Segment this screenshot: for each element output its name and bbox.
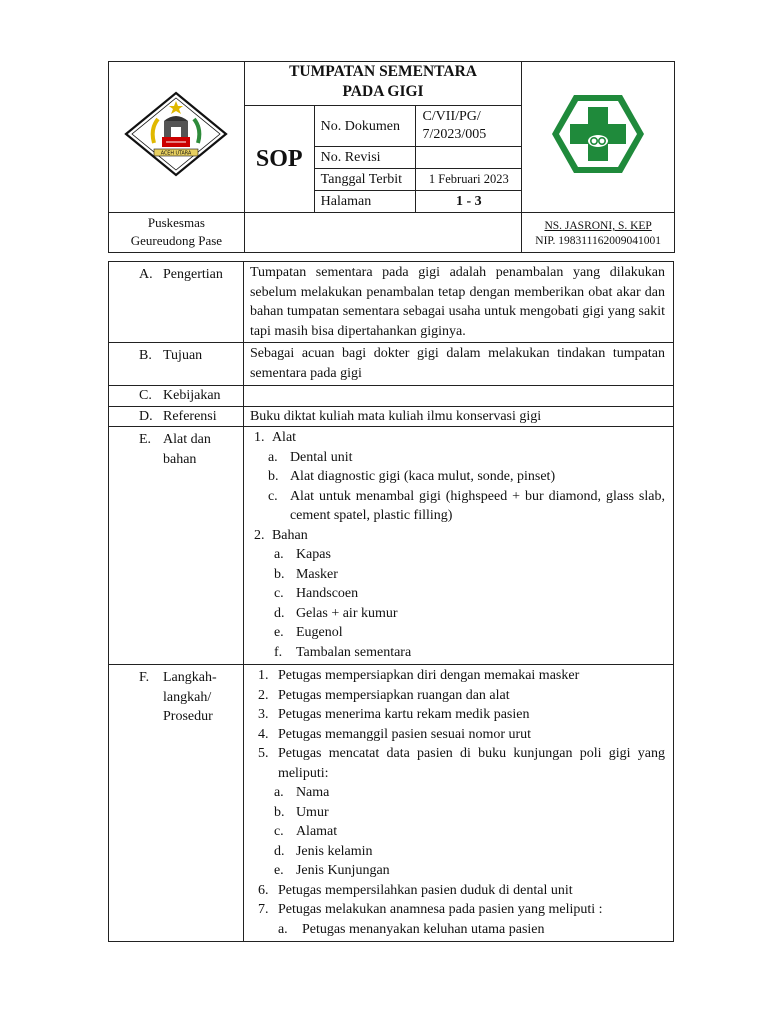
section-letter: F. [139, 670, 150, 685]
section-row-kebijakan [109, 386, 674, 407]
section-name: Kebijakan [163, 388, 221, 403]
list-item [250, 428, 665, 448]
list-item-text: Petugas melakukan anamnesa pada pasien yang meliputi : [277, 902, 603, 917]
list-letter: c. [273, 586, 284, 601]
list-item [250, 666, 665, 686]
section-letter: D. [139, 408, 153, 424]
tanggal-terbit-value: 1 Februari 2023 [416, 169, 522, 191]
emblem-banner-text: ACEH UTARA [161, 151, 192, 156]
list-item-text: Petugas menerima kartu rekam medik pasien [277, 707, 530, 722]
section-name-line-2: bahan [163, 451, 197, 467]
section-name: Referensi [163, 408, 217, 424]
section-label-referensi [109, 406, 244, 427]
list-number: 3. [257, 707, 269, 722]
section-row-prosedur [109, 665, 674, 942]
list-number: 1. [257, 668, 269, 683]
signer-name: NS. JASRONI, S. KEP [544, 220, 652, 232]
list-letter: f. [273, 644, 283, 660]
list-item [250, 920, 665, 940]
list-item [250, 861, 665, 881]
aceh-utara-emblem-icon [124, 91, 228, 177]
list-item-text: Petugas mencatat data pasien di buku kunjungan poli gigi yang meliputi: [277, 746, 665, 781]
left-logo-cell [109, 62, 245, 213]
list-item [250, 623, 665, 643]
organization-name [109, 213, 245, 253]
list-item-text: Petugas memanggil pasien sesuai nomor urut [277, 726, 532, 742]
list-number: 1. [253, 430, 265, 445]
no-revisi-label: No. Revisi [314, 147, 416, 169]
list-letter: c. [273, 824, 284, 839]
sop-label: SOP [244, 106, 314, 213]
no-dokumen-value-line-2: 7/2023/005 [422, 127, 487, 142]
list-item-text: Bahan [271, 527, 308, 543]
section-letter: C. [139, 388, 152, 403]
referensi-text: Buku diktat kuliah mata kuliah ilmu konservasi gigi [243, 406, 673, 427]
list-item-text: Alat diagnostic gigi (kaca mulut, sonde, pinset) [289, 469, 556, 484]
list-letter: d. [273, 843, 285, 859]
title-line-2: PADA GIGI [342, 83, 424, 100]
no-revisi-value [416, 147, 522, 169]
list-item-text: Nama [295, 785, 330, 800]
tujuan-text: Sebagai acuan bagi dokter gigi dalam melakukan tindakan tumpatan sementara pada gigi [243, 343, 673, 386]
document-title [244, 62, 521, 106]
section-letter: B. [139, 348, 152, 363]
section-label-pengertian [109, 262, 244, 343]
signer-nip: NIP. 198311162009041001 [535, 235, 661, 247]
list-item [250, 467, 665, 487]
list-number: 2. [253, 527, 265, 543]
list-item [250, 822, 665, 842]
list-number: 4. [257, 726, 269, 742]
section-row-pengertian [109, 262, 674, 343]
right-logo-cell [522, 62, 675, 213]
list-item [250, 725, 665, 745]
list-item-text: Dental unit [289, 449, 353, 465]
section-label-prosedur [109, 665, 244, 942]
list-item [250, 526, 665, 546]
halaman-label: Halaman [314, 191, 416, 213]
list-item [250, 900, 665, 920]
list-item-text: Petugas menanyakan keluhan utama pasien [301, 921, 545, 937]
list-item [250, 584, 665, 604]
list-item-text: Petugas mempersilahkan pasien duduk di dental unit [277, 882, 573, 898]
list-letter: e. [273, 863, 284, 878]
list-item [250, 604, 665, 624]
signer-block [522, 213, 675, 253]
list-item [250, 842, 665, 862]
footer-blank-cell [244, 213, 521, 253]
section-letter: A. [139, 267, 153, 282]
list-letter: e. [273, 625, 284, 640]
prosedur-list [243, 665, 673, 942]
sop-content-table [108, 261, 674, 942]
section-letter: E. [139, 432, 152, 447]
list-item [250, 803, 665, 823]
list-item [250, 487, 665, 526]
section-row-tujuan [109, 343, 674, 386]
list-item-text: Tambalan sementara [295, 644, 412, 660]
section-name-line-2: langkah/ [163, 689, 212, 705]
alat-bahan-list [243, 427, 673, 665]
list-item [250, 783, 665, 803]
list-item [250, 545, 665, 565]
list-letter: a. [277, 921, 288, 937]
list-item-text: Kapas [295, 547, 331, 562]
organization-line-1: Puskesmas [147, 215, 205, 230]
list-number: 2. [257, 687, 269, 703]
section-name-line-1: Langkah- [163, 670, 217, 685]
list-item-text: Alat [271, 430, 297, 445]
title-line-1: TUMPATAN SEMENTARA [289, 63, 477, 80]
list-item [250, 448, 665, 468]
no-dokumen-label: No. Dokumen [314, 106, 416, 147]
section-label-kebijakan [109, 386, 244, 407]
section-name-line-3: Prosedur [163, 709, 213, 724]
list-letter: a. [267, 449, 278, 465]
list-letter: d. [273, 605, 285, 621]
list-number: 5. [257, 746, 269, 761]
section-label-tujuan [109, 343, 244, 386]
tanggal-terbit-label: Tanggal Terbit [314, 169, 416, 191]
list-number: 7. [257, 902, 269, 917]
section-row-alat-bahan [109, 427, 674, 665]
section-name: Pengertian [163, 267, 223, 282]
section-row-referensi [109, 406, 674, 427]
no-dokumen-value [416, 106, 522, 147]
list-item-text: Eugenol [295, 625, 343, 640]
list-letter: b. [267, 469, 279, 484]
list-item-text: Jenis Kunjungan [295, 863, 390, 878]
section-name: Tujuan [163, 348, 203, 363]
list-letter: b. [273, 804, 285, 820]
list-letter: a. [273, 785, 284, 800]
list-item [250, 881, 665, 901]
list-item [250, 686, 665, 706]
list-item-text: Petugas mempersiapkan diri dengan memakai masker [277, 668, 580, 683]
sop-header-table [108, 61, 675, 253]
list-item-text: Alat untuk menambal gigi (highspeed + bur diamond, glass slab, cement spatel, plastic filling) [289, 488, 665, 523]
list-letter: c. [267, 488, 278, 504]
list-item-text: Alamat [295, 824, 338, 839]
list-letter: a. [273, 547, 284, 562]
pengertian-text: Tumpatan sementara pada gigi adalah penambalan yang dilakukan sebelum melakukan penambalan tetap dengan memberikan obat akar dan bahan tumpatan sementara sebagai usaha untuk mengobati gigi yang sakit tapi masih bisa dipertahankan giginya. [243, 262, 673, 343]
section-label-alat-bahan [109, 427, 244, 665]
list-letter: b. [273, 566, 285, 582]
list-item [250, 744, 665, 783]
list-item [250, 643, 665, 663]
kebijakan-text [243, 386, 673, 407]
list-number: 6. [257, 882, 269, 898]
halaman-value: 1 - 3 [416, 191, 522, 213]
list-item-text: Gelas + air kumur [295, 605, 398, 621]
list-item-text: Petugas mempersiapkan ruangan dan alat [277, 687, 510, 703]
list-item-text: Jenis kelamin [295, 843, 373, 859]
list-item [250, 565, 665, 585]
list-item [250, 705, 665, 725]
list-item-text: Handscoen [295, 586, 359, 601]
list-item-text: Masker [295, 566, 338, 582]
list-item-text: Umur [295, 804, 329, 820]
no-dokumen-value-line-1: C/VII/PG/ [422, 109, 481, 124]
puskesmas-cross-logo-icon [550, 91, 646, 177]
section-name-line-1: Alat dan [163, 432, 211, 447]
organization-line-2: Geureudong Pase [130, 233, 223, 248]
